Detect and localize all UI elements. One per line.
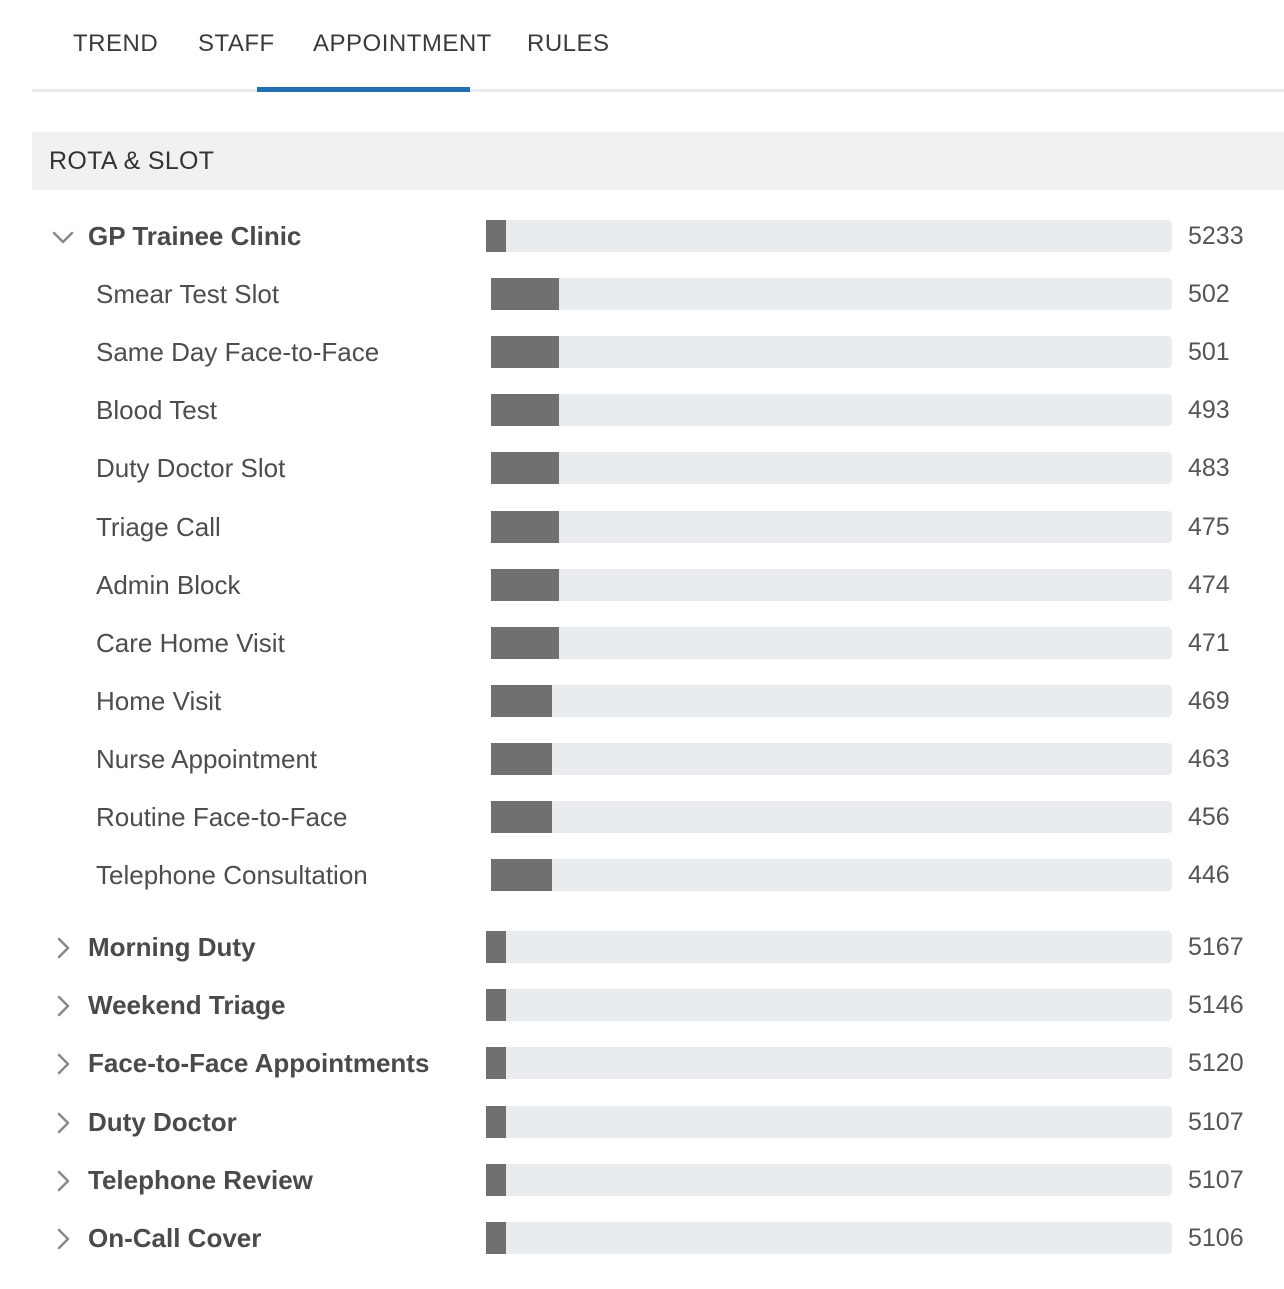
bar-track (491, 511, 1172, 543)
slot-label: Blood Test (96, 395, 217, 426)
slot-label: Home Visit (96, 685, 222, 716)
bar-fill (491, 859, 552, 891)
chevron-right-icon[interactable] (50, 1110, 76, 1136)
bar-track (486, 931, 1172, 963)
bar-fill (486, 1164, 506, 1196)
group-label: On-Call Cover (88, 1222, 262, 1253)
child-row (0, 565, 1284, 605)
count-value: 5120 (1188, 1049, 1244, 1078)
bar-track (491, 452, 1172, 484)
count-value: 5107 (1188, 1107, 1244, 1136)
group-row[interactable] (0, 1102, 1284, 1142)
bar-track (486, 1222, 1172, 1254)
slot-label: Smear Test Slot (96, 279, 280, 310)
child-row (0, 797, 1284, 837)
slot-label: Same Day Face-to-Face (96, 337, 380, 368)
count-value: 475 (1188, 512, 1230, 541)
bar-fill (486, 931, 506, 963)
group-label: GP Trainee Clinic (88, 221, 302, 251)
chevron-right-icon[interactable] (50, 993, 76, 1019)
child-row (0, 681, 1284, 721)
slot-label: Admin Block (96, 569, 241, 600)
tab-trend[interactable]: TREND (73, 30, 159, 57)
count-value: 502 (1188, 280, 1230, 309)
tab-appointment[interactable]: APPOINTMENT (313, 30, 492, 57)
count-value: 5233 (1188, 222, 1244, 250)
count-value: 471 (1188, 628, 1230, 657)
bar-track (491, 336, 1172, 368)
chevron-right-icon[interactable] (50, 1226, 76, 1252)
tab-staff[interactable]: STAFF (198, 30, 275, 57)
bar-track (491, 627, 1172, 659)
count-value: 5167 (1188, 933, 1244, 962)
group-label: Morning Duty (88, 932, 256, 963)
child-row (0, 448, 1284, 488)
chevron-right-icon[interactable] (50, 1168, 76, 1194)
group-label: Face-to-Face Appointments (88, 1048, 430, 1079)
child-row (0, 507, 1284, 547)
bar-track (486, 1164, 1172, 1196)
slot-label: Telephone Consultation (96, 860, 368, 891)
bar-track (491, 569, 1172, 601)
bar-fill (491, 394, 559, 426)
tab-rules[interactable]: RULES (527, 30, 610, 57)
chevron-right-icon[interactable] (50, 935, 76, 961)
child-row (0, 274, 1284, 314)
count-value: 483 (1188, 454, 1230, 483)
bar-fill (491, 336, 559, 368)
section-title: ROTA & SLOT (49, 146, 215, 175)
count-value: 456 (1188, 803, 1230, 831)
child-row (0, 390, 1284, 430)
bar-fill (486, 220, 506, 252)
bar-track (486, 1047, 1172, 1079)
group-row[interactable] (0, 1043, 1284, 1083)
bar-track (491, 743, 1172, 775)
group-row[interactable] (0, 216, 1284, 256)
bar-fill (491, 743, 552, 775)
bar-fill (491, 452, 559, 484)
bar-fill (486, 989, 506, 1021)
group-label: Weekend Triage (88, 990, 286, 1021)
count-value: 446 (1188, 861, 1230, 890)
bar-fill (486, 1047, 506, 1079)
chevron-down-icon[interactable] (50, 224, 76, 250)
count-value: 5146 (1188, 991, 1244, 1020)
group-row[interactable] (0, 1218, 1284, 1258)
bar-fill (491, 511, 559, 543)
count-value: 501 (1188, 338, 1230, 367)
child-row (0, 855, 1284, 895)
bar-track (491, 801, 1172, 833)
bar-track (491, 685, 1172, 717)
group-row[interactable] (0, 985, 1284, 1025)
bar-track (486, 1106, 1172, 1138)
count-value: 463 (1188, 744, 1230, 773)
slot-label: Routine Face-to-Face (96, 802, 348, 832)
count-value: 5107 (1188, 1165, 1244, 1194)
group-row[interactable] (0, 1160, 1284, 1200)
bar-fill (491, 801, 552, 833)
bar-track (486, 220, 1172, 252)
chevron-right-icon[interactable] (50, 1051, 76, 1077)
group-row[interactable] (0, 927, 1284, 967)
bar-track (486, 989, 1172, 1021)
slot-label: Nurse Appointment (96, 743, 318, 774)
group-label: Telephone Review (88, 1164, 313, 1195)
bar-fill (491, 569, 559, 601)
bar-fill (486, 1222, 506, 1254)
slot-label: Care Home Visit (96, 627, 285, 658)
child-row (0, 623, 1284, 663)
count-value: 469 (1188, 686, 1230, 715)
count-value: 493 (1188, 396, 1230, 425)
bar-track (491, 278, 1172, 310)
bar-track (491, 859, 1172, 891)
child-row (0, 332, 1284, 372)
group-label: Duty Doctor (88, 1106, 237, 1137)
slot-label: Triage Call (96, 511, 221, 542)
bar-fill (486, 1106, 506, 1138)
child-row (0, 739, 1284, 779)
bar-fill (491, 627, 559, 659)
bar-track (491, 394, 1172, 426)
bar-fill (491, 685, 552, 717)
count-value: 474 (1188, 570, 1230, 599)
slot-label: Duty Doctor Slot (96, 453, 286, 484)
bar-fill (491, 278, 559, 310)
count-value: 5106 (1188, 1223, 1244, 1252)
